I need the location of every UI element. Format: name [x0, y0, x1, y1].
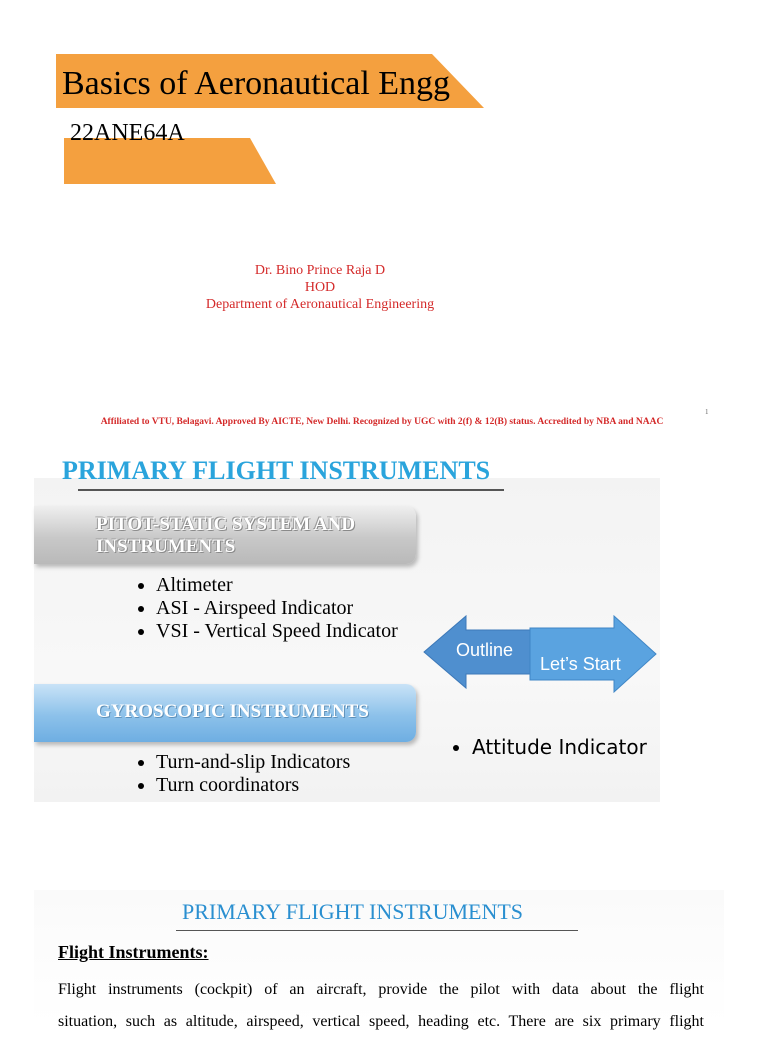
author-block: [170, 262, 470, 313]
gyroscopic-right-list: [452, 736, 647, 759]
gyroscopic-heading: GYROSCOPIC INSTRUMENTS: [96, 701, 369, 722]
gyroscopic-list: [136, 751, 436, 797]
list-item: • ASI - Airspeed Indicator: [156, 597, 436, 620]
pitot-static-heading: PITOT-STATIC SYSTEM AND INSTRUMENTS: [96, 514, 356, 557]
list-item: • VSI - Vertical Speed Indicator: [156, 620, 436, 643]
list-item: • Altimeter: [156, 574, 436, 597]
slide2-title: PRIMARY FLIGHT INSTRUMENTS: [62, 456, 491, 485]
pitot-static-list: [136, 574, 436, 643]
paragraph-line: situation, such as altitude, airspeed, vertical speed, heading etc. There are six primary flight: [58, 1013, 704, 1030]
author-name: Dr. Bino Prince Raja D: [254, 263, 386, 278]
list-item: • Turn-and-slip Indicators: [156, 751, 436, 774]
list-item: • Attitude Indicator: [472, 736, 647, 759]
slide3-title: PRIMARY FLIGHT INSTRUMENTS: [182, 899, 524, 924]
flight-instruments-paragraph: [58, 974, 704, 1038]
outline-button-label[interactable]: Outline: [456, 640, 514, 660]
flight-instruments-subheading: Flight Instruments:: [58, 942, 209, 962]
list-item: • Turn coordinators: [156, 774, 436, 797]
affiliation-note: Affiliated to VTU, Belagavi. Approved By AICTE, New Delhi. Recognized by UGC with 2(f) & 12(B) status. Accredited by NBA and NAAC: [100, 417, 664, 427]
lets-start-button-label[interactable]: Let’s Start: [540, 654, 621, 674]
author-role: HOD: [304, 280, 336, 295]
author-department: Department of Aeronautical Engineering: [205, 297, 435, 312]
slide3-title-rule: [176, 930, 578, 931]
paragraph-line: Flight instruments (cockpit) of an aircraft, provide the pilot with data about the flight: [58, 981, 704, 998]
course-title: Basics of Aeronautical Engg: [62, 65, 451, 102]
slide2-title-rule: [78, 489, 504, 491]
course-code: 22ANE64A: [70, 120, 185, 146]
page-number: 1: [705, 408, 709, 416]
